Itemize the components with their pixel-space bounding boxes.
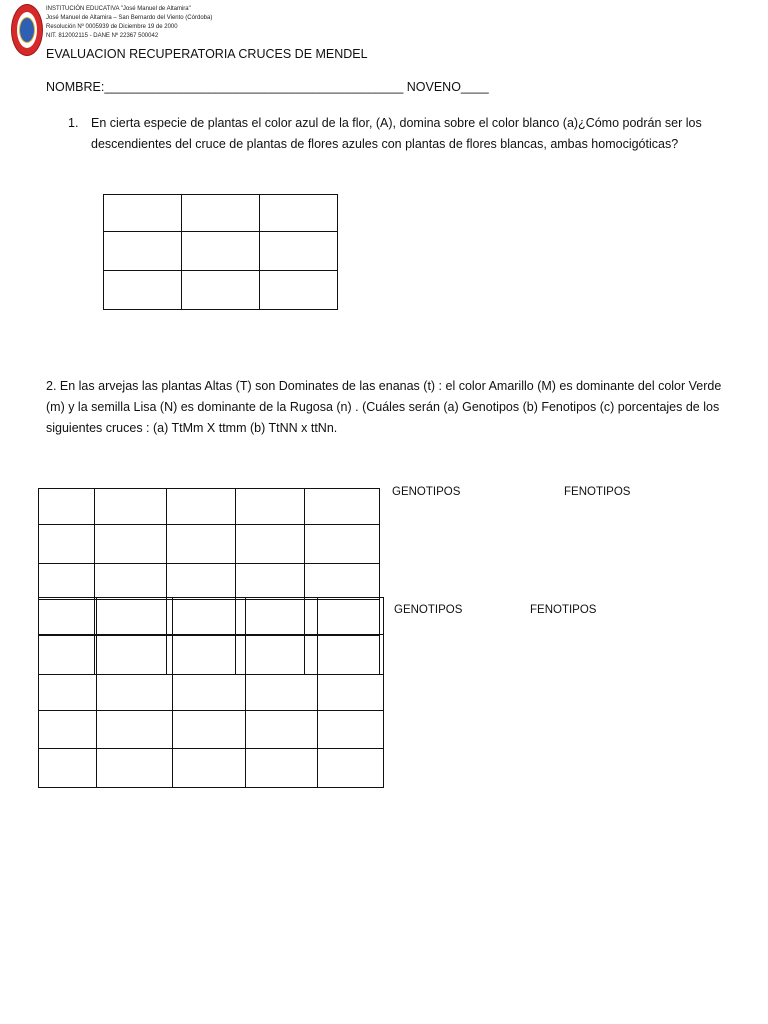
- grid-cell: [39, 598, 97, 635]
- grid-cell: [236, 564, 305, 600]
- question-2-text: 2. En las arvejas las plantas Altas (T) son Dominates de las enanas (t) : el color Amarillo (M) es dominante del color Verde (m) y la semilla Lisa (N) es dominante de la Rugosa (n) . (Cuáles serán (a) Genotipos (b) Fenotipos (c) porcentajes de los siguientes cruces : (a) TtMm X ttmm (b) TtNN x ttNn.: [46, 379, 722, 435]
- grid-cell: [39, 749, 97, 788]
- grid-cell: [318, 711, 384, 749]
- grid-cell: [173, 749, 246, 788]
- seal-core: [19, 17, 35, 43]
- grid-cell: [95, 489, 167, 525]
- grid-cell: [318, 675, 384, 711]
- grid-cell: [167, 564, 236, 600]
- grid-cell: [182, 232, 260, 271]
- grid-cell: [97, 675, 173, 711]
- grid-cell: [318, 598, 384, 635]
- header-institution: INSTITUCIÓN EDUCATIVA "José Manuel de Altamira": [46, 6, 191, 12]
- grid-cell: [246, 635, 318, 675]
- grid-cell: [167, 525, 236, 564]
- grid-cell: [39, 564, 95, 600]
- genotipos-label-2: GENOTIPOS: [394, 604, 463, 616]
- grid-cell: [95, 564, 167, 600]
- grid-cell: [305, 525, 380, 564]
- grid-cell: [305, 489, 380, 525]
- grid-cell: [173, 635, 246, 675]
- grid-cell: [39, 489, 95, 525]
- punnett-grid-q1: [103, 194, 338, 310]
- page-title: EVALUACION RECUPERATORIA CRUCES DE MENDEL: [46, 47, 368, 61]
- grid-cell: [305, 564, 380, 600]
- genotipos-label-1: GENOTIPOS: [392, 486, 461, 498]
- grid-cell: [182, 195, 260, 232]
- grid-cell: [236, 525, 305, 564]
- grid-cell: [173, 675, 246, 711]
- grid-cell: [95, 525, 167, 564]
- grid-cell: [318, 749, 384, 788]
- fenotipos-label-2: FENOTIPOS: [530, 604, 597, 616]
- grid-cell: [39, 525, 95, 564]
- grid-cell: [318, 635, 384, 675]
- grid-cell: [104, 232, 182, 271]
- grid-cell: [246, 749, 318, 788]
- grid-cell: [260, 271, 338, 310]
- header-resolution: Resolución Nº 0005939 de Diciembre 19 de 2000: [46, 24, 178, 30]
- grid-cell: [260, 195, 338, 232]
- grid-cell: [97, 598, 173, 635]
- seal-ring: [17, 12, 37, 48]
- header-nit: NIT. 812002115 - DANE Nº 22367 500042: [46, 33, 159, 39]
- grid-cell: [182, 271, 260, 310]
- grid-cell: [173, 598, 246, 635]
- question-1-number: 1.: [68, 116, 79, 130]
- header-location: José Manuel de Altamira – San Bernardo del Viento (Córdoba): [46, 15, 213, 21]
- grid-cell: [39, 711, 97, 749]
- grid-cell: [167, 489, 236, 525]
- grid-cell: [97, 749, 173, 788]
- grid-cell: [39, 675, 97, 711]
- grid-cell: [236, 489, 305, 525]
- grid-cell: [104, 271, 182, 310]
- punnett-grid-q2b: [38, 597, 384, 788]
- grid-cell: [39, 635, 97, 675]
- grid-cell: [97, 635, 173, 675]
- grid-cell: [260, 232, 338, 271]
- grid-cell: [104, 195, 182, 232]
- grid-cell: [246, 711, 318, 749]
- grid-cell: [173, 711, 246, 749]
- question-1-text: En cierta especie de plantas el color azul de la flor, (A), domina sobre el color blanco (a)¿Cómo podrán ser los descendientes del cruce de plantas de flores azules con plantas de flores blancas, ambas homocigóticas?: [91, 116, 702, 151]
- grid-cell: [97, 711, 173, 749]
- grid-cell: [246, 598, 318, 635]
- fenotipos-label-1: FENOTIPOS: [564, 486, 631, 498]
- school-seal-icon: [11, 4, 43, 56]
- grid-cell: [246, 675, 318, 711]
- name-field-line: NOMBRE:___________________________________________ NOVENO____: [46, 80, 489, 94]
